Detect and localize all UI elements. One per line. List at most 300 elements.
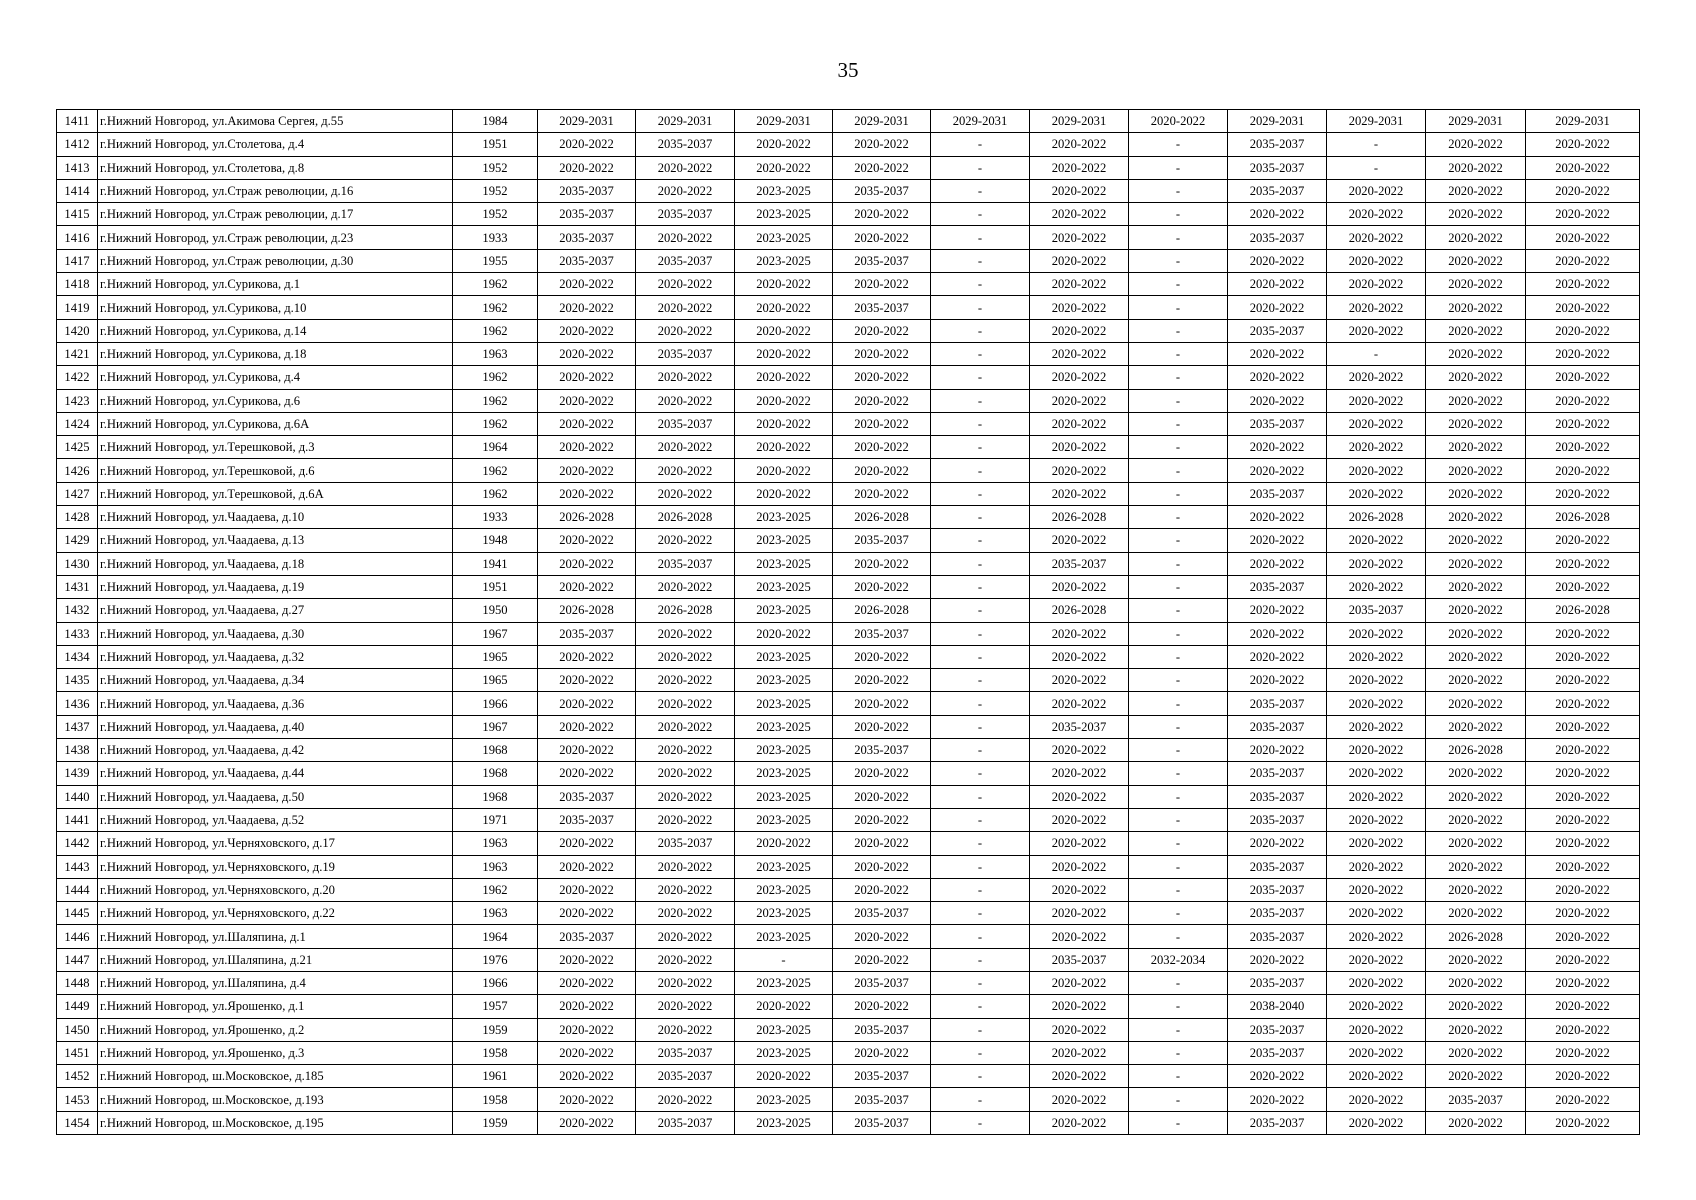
cell-repair-period-8: 2035-2037 xyxy=(1228,902,1327,925)
cell-repair-period-2: 2029-2031 xyxy=(636,110,735,133)
cell-repair-period-2: 2020-2022 xyxy=(636,389,735,412)
cell-repair-period-10: 2020-2022 xyxy=(1426,645,1526,668)
cell-repair-period-6: 2020-2022 xyxy=(1030,878,1129,901)
table-row xyxy=(57,412,1640,435)
cell-repair-period-9: 2020-2022 xyxy=(1327,878,1426,901)
cell-repair-period-6: 2035-2037 xyxy=(1030,948,1129,971)
cell-repair-period-10: 2020-2022 xyxy=(1426,1111,1526,1134)
table-row xyxy=(57,622,1640,645)
cell-row-number: 1440 xyxy=(57,785,98,808)
cell-repair-period-9: 2020-2022 xyxy=(1327,645,1426,668)
cell-repair-period-10: 2020-2022 xyxy=(1426,855,1526,878)
cell-repair-period-7: - xyxy=(1129,645,1228,668)
cell-repair-period-5: - xyxy=(931,249,1030,272)
cell-repair-period-5: - xyxy=(931,179,1030,202)
cell-repair-period-1: 2020-2022 xyxy=(538,995,636,1018)
cell-build-year: 1984 xyxy=(453,110,538,133)
cell-repair-period-2: 2020-2022 xyxy=(636,529,735,552)
cell-repair-period-5: - xyxy=(931,436,1030,459)
cell-repair-period-10: 2020-2022 xyxy=(1426,622,1526,645)
table-row xyxy=(57,249,1640,272)
table-row xyxy=(57,762,1640,785)
cell-repair-period-5: - xyxy=(931,412,1030,435)
cell-repair-period-10: 2020-2022 xyxy=(1426,273,1526,296)
table-row xyxy=(57,739,1640,762)
cell-repair-period-8: 2038-2040 xyxy=(1228,995,1327,1018)
cell-row-number: 1434 xyxy=(57,645,98,668)
cell-repair-period-8: 2035-2037 xyxy=(1228,1018,1327,1041)
cell-repair-period-3: 2020-2022 xyxy=(735,273,833,296)
cell-repair-period-2: 2035-2037 xyxy=(636,203,735,226)
cell-repair-period-10: 2026-2028 xyxy=(1426,739,1526,762)
cell-repair-period-1: 2020-2022 xyxy=(538,1065,636,1088)
cell-build-year: 1962 xyxy=(453,878,538,901)
cell-repair-period-9: 2020-2022 xyxy=(1327,226,1426,249)
cell-repair-period-6: 2020-2022 xyxy=(1030,785,1129,808)
cell-repair-period-8: 2035-2037 xyxy=(1228,1041,1327,1064)
cell-repair-period-10: 2020-2022 xyxy=(1426,715,1526,738)
cell-repair-period-1: 2020-2022 xyxy=(538,319,636,342)
cell-repair-period-2: 2020-2022 xyxy=(636,902,735,925)
cell-repair-period-5: - xyxy=(931,575,1030,598)
cell-repair-period-3: 2023-2025 xyxy=(735,855,833,878)
cell-address: г.Нижний Новгород, ул.Страж революции, д.17 xyxy=(98,203,453,226)
cell-address: г.Нижний Новгород, ул.Шаляпина, д.1 xyxy=(98,925,453,948)
cell-repair-period-1: 2020-2022 xyxy=(538,389,636,412)
cell-repair-period-8: 2020-2022 xyxy=(1228,645,1327,668)
cell-repair-period-1: 2020-2022 xyxy=(538,366,636,389)
cell-repair-period-6: 2020-2022 xyxy=(1030,179,1129,202)
cell-repair-period-10: 2020-2022 xyxy=(1426,529,1526,552)
cell-repair-period-7: - xyxy=(1129,529,1228,552)
cell-repair-period-8: 2035-2037 xyxy=(1228,715,1327,738)
cell-address: г.Нижний Новгород, ул.Чаадаева, д.36 xyxy=(98,692,453,715)
cell-repair-period-4: 2020-2022 xyxy=(833,342,931,365)
cell-repair-period-9: 2020-2022 xyxy=(1327,1018,1426,1041)
cell-repair-period-9: 2020-2022 xyxy=(1327,739,1426,762)
cell-repair-period-10: 2020-2022 xyxy=(1426,692,1526,715)
cell-address: г.Нижний Новгород, ул.Сурикова, д.14 xyxy=(98,319,453,342)
cell-row-number: 1424 xyxy=(57,412,98,435)
cell-repair-period-5: - xyxy=(931,342,1030,365)
cell-repair-period-11: 2020-2022 xyxy=(1526,715,1640,738)
cell-build-year: 1952 xyxy=(453,156,538,179)
cell-repair-period-3: 2029-2031 xyxy=(735,110,833,133)
cell-repair-period-1: 2020-2022 xyxy=(538,832,636,855)
cell-address: г.Нижний Новгород, ш.Московское, д.195 xyxy=(98,1111,453,1134)
cell-repair-period-6: 2020-2022 xyxy=(1030,249,1129,272)
cell-repair-period-3: 2023-2025 xyxy=(735,762,833,785)
cell-repair-period-10: 2020-2022 xyxy=(1426,902,1526,925)
table-body xyxy=(57,110,1640,1135)
cell-build-year: 1968 xyxy=(453,739,538,762)
cell-repair-period-5: - xyxy=(931,832,1030,855)
cell-build-year: 1941 xyxy=(453,552,538,575)
cell-repair-period-3: 2023-2025 xyxy=(735,249,833,272)
cell-repair-period-9: 2020-2022 xyxy=(1327,785,1426,808)
cell-repair-period-2: 2020-2022 xyxy=(636,785,735,808)
cell-repair-period-2: 2020-2022 xyxy=(636,296,735,319)
cell-repair-period-1: 2035-2037 xyxy=(538,179,636,202)
cell-repair-period-9: 2020-2022 xyxy=(1327,715,1426,738)
cell-repair-period-6: 2020-2022 xyxy=(1030,296,1129,319)
cell-repair-period-11: 2020-2022 xyxy=(1526,669,1640,692)
cell-repair-period-2: 2035-2037 xyxy=(636,412,735,435)
cell-repair-period-3: 2023-2025 xyxy=(735,1018,833,1041)
cell-repair-period-8: 2020-2022 xyxy=(1228,342,1327,365)
cell-repair-period-2: 2020-2022 xyxy=(636,995,735,1018)
cell-repair-period-10: 2020-2022 xyxy=(1426,832,1526,855)
cell-repair-period-10: 2020-2022 xyxy=(1426,179,1526,202)
cell-repair-period-11: 2020-2022 xyxy=(1526,855,1640,878)
cell-repair-period-2: 2020-2022 xyxy=(636,692,735,715)
cell-repair-period-2: 2020-2022 xyxy=(636,319,735,342)
cell-repair-period-9: 2020-2022 xyxy=(1327,1065,1426,1088)
cell-repair-period-7: - xyxy=(1129,995,1228,1018)
cell-repair-period-9: 2020-2022 xyxy=(1327,1111,1426,1134)
table-row xyxy=(57,948,1640,971)
cell-repair-period-4: 2020-2022 xyxy=(833,832,931,855)
cell-repair-period-4: 2020-2022 xyxy=(833,389,931,412)
table-row xyxy=(57,832,1640,855)
cell-repair-period-3: 2023-2025 xyxy=(735,645,833,668)
table-row xyxy=(57,575,1640,598)
cell-address: г.Нижний Новгород, ул.Терешковой, д.6А xyxy=(98,482,453,505)
cell-repair-period-4: 2020-2022 xyxy=(833,878,931,901)
cell-repair-period-10: 2020-2022 xyxy=(1426,878,1526,901)
cell-repair-period-10: 2020-2022 xyxy=(1426,482,1526,505)
cell-repair-period-5: - xyxy=(931,506,1030,529)
cell-repair-period-9: 2020-2022 xyxy=(1327,692,1426,715)
cell-address: г.Нижний Новгород, ул.Сурикова, д.18 xyxy=(98,342,453,365)
cell-build-year: 1963 xyxy=(453,855,538,878)
cell-address: г.Нижний Новгород, ул.Чаадаева, д.19 xyxy=(98,575,453,598)
table-row xyxy=(57,878,1640,901)
cell-repair-period-4: 2020-2022 xyxy=(833,762,931,785)
cell-repair-period-6: 2020-2022 xyxy=(1030,762,1129,785)
cell-repair-period-7: - xyxy=(1129,808,1228,831)
cell-repair-period-8: 2020-2022 xyxy=(1228,389,1327,412)
cell-repair-period-9: 2020-2022 xyxy=(1327,203,1426,226)
cell-repair-period-9: 2020-2022 xyxy=(1327,971,1426,994)
cell-repair-period-6: 2020-2022 xyxy=(1030,482,1129,505)
cell-build-year: 1966 xyxy=(453,971,538,994)
cell-repair-period-3: 2023-2025 xyxy=(735,599,833,622)
cell-repair-period-2: 2020-2022 xyxy=(636,156,735,179)
cell-repair-period-8: 2020-2022 xyxy=(1228,366,1327,389)
cell-repair-period-5: - xyxy=(931,133,1030,156)
cell-repair-period-4: 2020-2022 xyxy=(833,273,931,296)
cell-repair-period-3: 2023-2025 xyxy=(735,575,833,598)
table-row xyxy=(57,459,1640,482)
cell-repair-period-5: - xyxy=(931,785,1030,808)
cell-repair-period-5: - xyxy=(931,552,1030,575)
cell-repair-period-11: 2020-2022 xyxy=(1526,645,1640,668)
cell-repair-period-5: - xyxy=(931,389,1030,412)
cell-repair-period-9: - xyxy=(1327,133,1426,156)
cell-repair-period-8: 2035-2037 xyxy=(1228,925,1327,948)
cell-repair-period-3: 2023-2025 xyxy=(735,552,833,575)
cell-address: г.Нижний Новгород, ул.Сурикова, д.6А xyxy=(98,412,453,435)
cell-repair-period-5: - xyxy=(931,226,1030,249)
cell-repair-period-6: 2026-2028 xyxy=(1030,506,1129,529)
cell-repair-period-9: 2020-2022 xyxy=(1327,179,1426,202)
cell-repair-period-6: 2020-2022 xyxy=(1030,203,1129,226)
cell-repair-period-11: 2020-2022 xyxy=(1526,133,1640,156)
cell-repair-period-1: 2020-2022 xyxy=(538,156,636,179)
cell-repair-period-8: 2035-2037 xyxy=(1228,878,1327,901)
cell-repair-period-3: 2020-2022 xyxy=(735,1065,833,1088)
cell-repair-period-7: - xyxy=(1129,878,1228,901)
cell-build-year: 1964 xyxy=(453,436,538,459)
cell-repair-period-7: - xyxy=(1129,552,1228,575)
cell-build-year: 1955 xyxy=(453,249,538,272)
cell-repair-period-7: - xyxy=(1129,739,1228,762)
cell-repair-period-8: 2035-2037 xyxy=(1228,179,1327,202)
cell-row-number: 1444 xyxy=(57,878,98,901)
cell-repair-period-5: - xyxy=(931,878,1030,901)
cell-repair-period-3: 2020-2022 xyxy=(735,319,833,342)
cell-repair-period-4: 2035-2037 xyxy=(833,529,931,552)
cell-repair-period-4: 2035-2037 xyxy=(833,1111,931,1134)
cell-repair-period-9: 2020-2022 xyxy=(1327,1041,1426,1064)
cell-repair-period-6: 2020-2022 xyxy=(1030,412,1129,435)
cell-address: г.Нижний Новгород, ул.Терешковой, д.6 xyxy=(98,459,453,482)
cell-repair-period-4: 2020-2022 xyxy=(833,319,931,342)
cell-repair-period-9: 2020-2022 xyxy=(1327,762,1426,785)
cell-repair-period-6: 2020-2022 xyxy=(1030,459,1129,482)
cell-repair-period-1: 2020-2022 xyxy=(538,1111,636,1134)
cell-repair-period-2: 2020-2022 xyxy=(636,669,735,692)
cell-repair-period-1: 2035-2037 xyxy=(538,808,636,831)
cell-repair-period-8: 2035-2037 xyxy=(1228,319,1327,342)
cell-repair-period-7: - xyxy=(1129,156,1228,179)
cell-build-year: 1967 xyxy=(453,715,538,738)
cell-repair-period-9: 2026-2028 xyxy=(1327,506,1426,529)
cell-repair-period-11: 2020-2022 xyxy=(1526,1111,1640,1134)
cell-repair-period-6: 2020-2022 xyxy=(1030,156,1129,179)
cell-repair-period-5: - xyxy=(931,366,1030,389)
cell-repair-period-7: - xyxy=(1129,412,1228,435)
cell-repair-period-1: 2035-2037 xyxy=(538,203,636,226)
cell-repair-period-4: 2020-2022 xyxy=(833,669,931,692)
cell-row-number: 1426 xyxy=(57,459,98,482)
table-row xyxy=(57,1018,1640,1041)
cell-repair-period-4: 2035-2037 xyxy=(833,622,931,645)
cell-repair-period-9: 2020-2022 xyxy=(1327,1088,1426,1111)
cell-repair-period-8: 2035-2037 xyxy=(1228,692,1327,715)
cell-repair-period-6: 2020-2022 xyxy=(1030,808,1129,831)
cell-repair-period-2: 2020-2022 xyxy=(636,366,735,389)
cell-repair-period-11: 2020-2022 xyxy=(1526,342,1640,365)
cell-repair-period-9: 2020-2022 xyxy=(1327,412,1426,435)
cell-build-year: 1951 xyxy=(453,133,538,156)
cell-address: г.Нижний Новгород, ул.Шаляпина, д.21 xyxy=(98,948,453,971)
table-row xyxy=(57,203,1640,226)
cell-repair-period-9: 2020-2022 xyxy=(1327,249,1426,272)
cell-repair-period-6: 2020-2022 xyxy=(1030,529,1129,552)
cell-repair-period-2: 2020-2022 xyxy=(636,179,735,202)
cell-row-number: 1416 xyxy=(57,226,98,249)
cell-row-number: 1431 xyxy=(57,575,98,598)
cell-address: г.Нижний Новгород, ул.Чаадаева, д.18 xyxy=(98,552,453,575)
cell-build-year: 1933 xyxy=(453,506,538,529)
cell-repair-period-9: 2020-2022 xyxy=(1327,366,1426,389)
cell-repair-period-6: 2020-2022 xyxy=(1030,971,1129,994)
table-row xyxy=(57,925,1640,948)
cell-repair-period-10: 2020-2022 xyxy=(1426,785,1526,808)
cell-repair-period-7: - xyxy=(1129,482,1228,505)
cell-repair-period-11: 2020-2022 xyxy=(1526,179,1640,202)
cell-repair-period-8: 2029-2031 xyxy=(1228,110,1327,133)
cell-repair-period-4: 2020-2022 xyxy=(833,203,931,226)
cell-repair-period-4: 2020-2022 xyxy=(833,482,931,505)
cell-repair-period-2: 2035-2037 xyxy=(636,133,735,156)
cell-repair-period-3: 2020-2022 xyxy=(735,366,833,389)
cell-address: г.Нижний Новгород, ул.Черняховского, д.22 xyxy=(98,902,453,925)
cell-repair-period-3: 2023-2025 xyxy=(735,203,833,226)
cell-repair-period-10: 2020-2022 xyxy=(1426,948,1526,971)
cell-repair-period-6: 2020-2022 xyxy=(1030,832,1129,855)
cell-repair-period-11: 2020-2022 xyxy=(1526,692,1640,715)
cell-repair-period-3: 2023-2025 xyxy=(735,692,833,715)
cell-address: г.Нижний Новгород, ул.Чаадаева, д.32 xyxy=(98,645,453,668)
cell-repair-period-2: 2020-2022 xyxy=(636,575,735,598)
cell-build-year: 1966 xyxy=(453,692,538,715)
cell-repair-period-4: 2035-2037 xyxy=(833,971,931,994)
cell-repair-period-10: 2035-2037 xyxy=(1426,1088,1526,1111)
cell-build-year: 1933 xyxy=(453,226,538,249)
cell-repair-period-1: 2029-2031 xyxy=(538,110,636,133)
cell-repair-period-2: 2020-2022 xyxy=(636,1088,735,1111)
cell-repair-period-4: 2035-2037 xyxy=(833,739,931,762)
cell-address: г.Нижний Новгород, ул.Чаадаева, д.42 xyxy=(98,739,453,762)
cell-repair-period-3: 2023-2025 xyxy=(735,715,833,738)
cell-repair-period-2: 2020-2022 xyxy=(636,436,735,459)
table-row xyxy=(57,156,1640,179)
cell-repair-period-8: 2020-2022 xyxy=(1228,506,1327,529)
table-row xyxy=(57,971,1640,994)
cell-repair-period-11: 2020-2022 xyxy=(1526,1088,1640,1111)
cell-repair-period-4: 2020-2022 xyxy=(833,645,931,668)
cell-row-number: 1437 xyxy=(57,715,98,738)
cell-row-number: 1441 xyxy=(57,808,98,831)
cell-repair-period-2: 2020-2022 xyxy=(636,808,735,831)
cell-repair-period-1: 2020-2022 xyxy=(538,412,636,435)
cell-repair-period-1: 2020-2022 xyxy=(538,482,636,505)
cell-repair-period-7: - xyxy=(1129,459,1228,482)
cell-build-year: 1950 xyxy=(453,599,538,622)
cell-repair-period-2: 2020-2022 xyxy=(636,645,735,668)
cell-repair-period-10: 2020-2022 xyxy=(1426,319,1526,342)
cell-repair-period-7: - xyxy=(1129,971,1228,994)
cell-repair-period-5: - xyxy=(931,739,1030,762)
cell-repair-period-4: 2020-2022 xyxy=(833,995,931,1018)
table-row xyxy=(57,296,1640,319)
cell-repair-period-10: 2020-2022 xyxy=(1426,552,1526,575)
cell-repair-period-11: 2020-2022 xyxy=(1526,156,1640,179)
cell-row-number: 1418 xyxy=(57,273,98,296)
cell-repair-period-6: 2020-2022 xyxy=(1030,995,1129,1018)
cell-repair-period-5: - xyxy=(931,971,1030,994)
cell-repair-period-7: - xyxy=(1129,785,1228,808)
page-number: 35 xyxy=(837,58,859,82)
cell-repair-period-10: 2020-2022 xyxy=(1426,506,1526,529)
cell-repair-period-10: 2020-2022 xyxy=(1426,808,1526,831)
cell-row-number: 1428 xyxy=(57,506,98,529)
cell-build-year: 1951 xyxy=(453,575,538,598)
cell-repair-period-9: - xyxy=(1327,156,1426,179)
cell-repair-period-5: - xyxy=(931,1065,1030,1088)
cell-repair-period-3: 2023-2025 xyxy=(735,1088,833,1111)
cell-repair-period-7: - xyxy=(1129,506,1228,529)
cell-address: г.Нижний Новгород, ул.Чаадаева, д.50 xyxy=(98,785,453,808)
cell-repair-period-3: 2020-2022 xyxy=(735,389,833,412)
cell-repair-period-7: - xyxy=(1129,1065,1228,1088)
cell-repair-period-5: 2029-2031 xyxy=(931,110,1030,133)
cell-build-year: 1965 xyxy=(453,669,538,692)
cell-build-year: 1958 xyxy=(453,1088,538,1111)
cell-address: г.Нижний Новгород, ул.Чаадаева, д.52 xyxy=(98,808,453,831)
cell-repair-period-6: 2020-2022 xyxy=(1030,1111,1129,1134)
cell-repair-period-7: - xyxy=(1129,133,1228,156)
cell-repair-period-7: 2020-2022 xyxy=(1129,110,1228,133)
cell-repair-period-7: - xyxy=(1129,622,1228,645)
cell-repair-period-2: 2020-2022 xyxy=(636,925,735,948)
cell-row-number: 1417 xyxy=(57,249,98,272)
cell-repair-period-3: 2020-2022 xyxy=(735,459,833,482)
cell-repair-period-4: 2035-2037 xyxy=(833,249,931,272)
cell-repair-period-8: 2035-2037 xyxy=(1228,226,1327,249)
cell-repair-period-9: 2020-2022 xyxy=(1327,808,1426,831)
cell-build-year: 1971 xyxy=(453,808,538,831)
cell-repair-period-6: 2035-2037 xyxy=(1030,552,1129,575)
cell-repair-period-2: 2020-2022 xyxy=(636,971,735,994)
cell-repair-period-10: 2020-2022 xyxy=(1426,575,1526,598)
cell-repair-period-11: 2020-2022 xyxy=(1526,925,1640,948)
cell-repair-period-11: 2020-2022 xyxy=(1526,1018,1640,1041)
cell-repair-period-4: 2020-2022 xyxy=(833,226,931,249)
cell-repair-period-9: 2020-2022 xyxy=(1327,319,1426,342)
cell-repair-period-6: 2020-2022 xyxy=(1030,925,1129,948)
cell-repair-period-3: 2023-2025 xyxy=(735,669,833,692)
cell-repair-period-5: - xyxy=(931,948,1030,971)
cell-address: г.Нижний Новгород, ул.Чаадаева, д.13 xyxy=(98,529,453,552)
cell-repair-period-1: 2020-2022 xyxy=(538,552,636,575)
cell-repair-period-1: 2020-2022 xyxy=(538,645,636,668)
cell-repair-period-2: 2026-2028 xyxy=(636,599,735,622)
table-row xyxy=(57,436,1640,459)
cell-repair-period-9: 2020-2022 xyxy=(1327,389,1426,412)
cell-row-number: 1452 xyxy=(57,1065,98,1088)
cell-repair-period-11: 2020-2022 xyxy=(1526,273,1640,296)
cell-repair-period-7: - xyxy=(1129,342,1228,365)
cell-repair-period-8: 2020-2022 xyxy=(1228,739,1327,762)
cell-repair-period-9: 2020-2022 xyxy=(1327,575,1426,598)
table-row xyxy=(57,715,1640,738)
cell-repair-period-5: - xyxy=(931,855,1030,878)
cell-repair-period-8: 2020-2022 xyxy=(1228,436,1327,459)
cell-repair-period-4: 2035-2037 xyxy=(833,1088,931,1111)
cell-repair-period-3: 2023-2025 xyxy=(735,226,833,249)
cell-repair-period-5: - xyxy=(931,669,1030,692)
cell-row-number: 1430 xyxy=(57,552,98,575)
cell-row-number: 1447 xyxy=(57,948,98,971)
cell-repair-period-10: 2020-2022 xyxy=(1426,669,1526,692)
cell-repair-period-6: 2020-2022 xyxy=(1030,389,1129,412)
cell-repair-period-11: 2026-2028 xyxy=(1526,506,1640,529)
cell-repair-period-11: 2020-2022 xyxy=(1526,971,1640,994)
